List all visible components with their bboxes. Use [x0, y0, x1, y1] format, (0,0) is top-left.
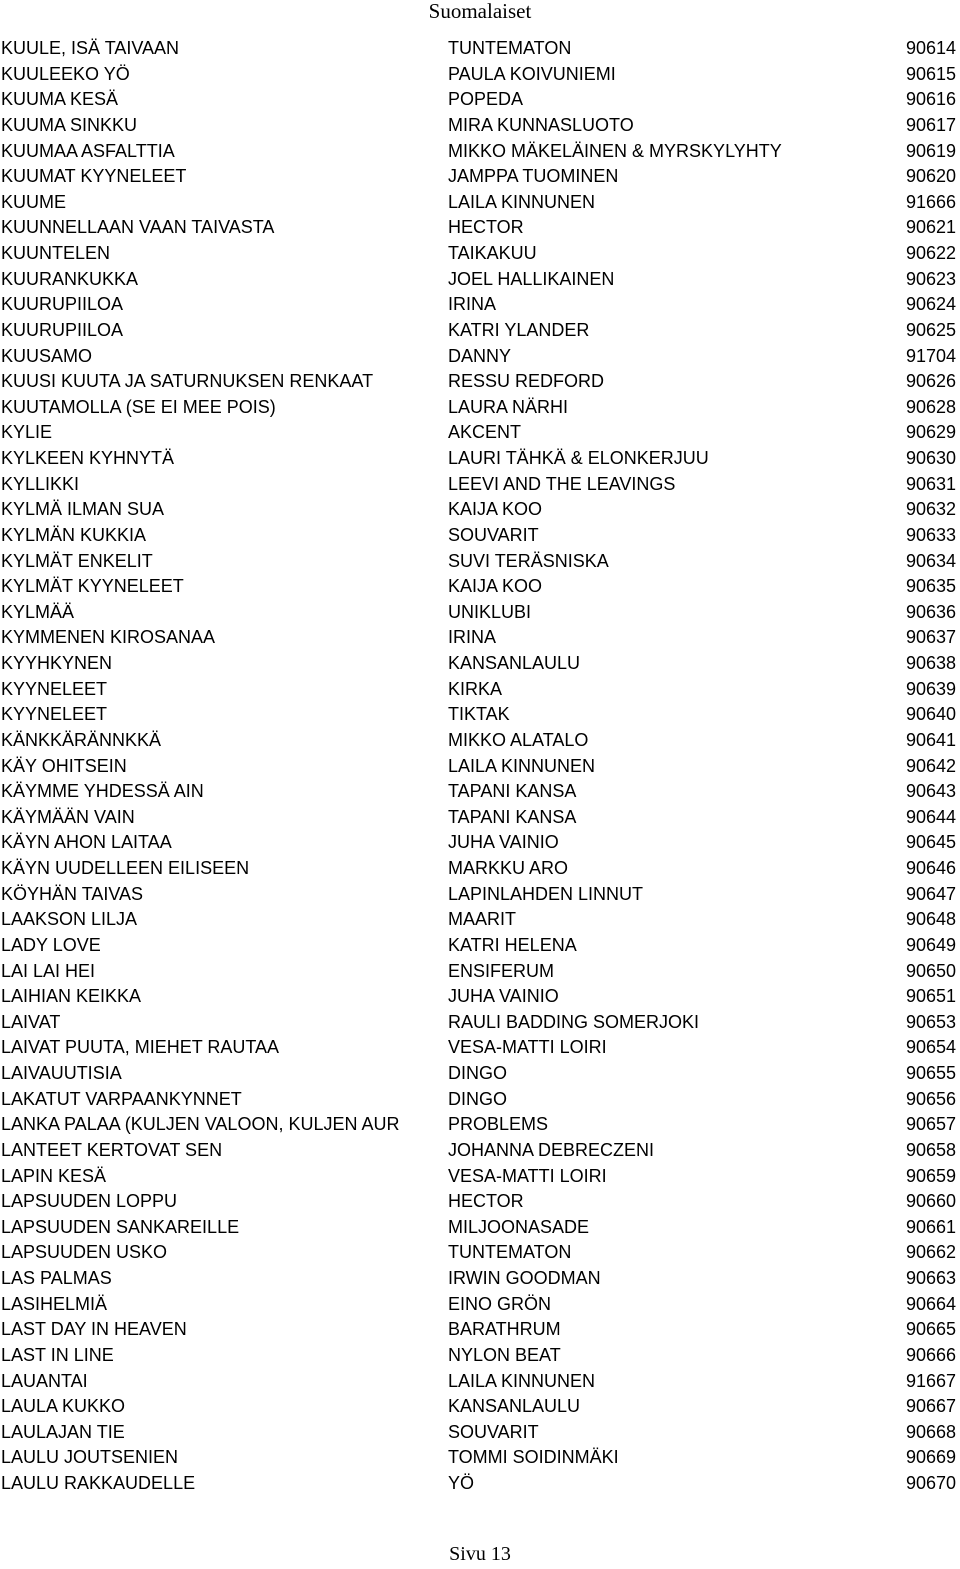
song-code: 91667	[905, 1370, 956, 1391]
song-title: LAIVAT	[1, 1011, 61, 1032]
table-row	[0, 241, 960, 267]
song-artist: LAURI TÄHKÄ & ELONKERJUU	[448, 446, 709, 472]
song-code: 90638	[905, 653, 956, 673]
table-row	[0, 1164, 960, 1190]
song-code: 90658	[905, 1139, 956, 1160]
song-artist: DANNY	[448, 344, 511, 370]
song-code: 90665	[905, 1319, 956, 1340]
song-code: 90666	[905, 1344, 956, 1365]
song-title: KÖYHÄN TAIVAS	[1, 883, 144, 904]
song-code: 90614	[905, 38, 956, 58]
song-artist: LAURA NÄRHI	[448, 395, 568, 421]
song-title: KYYNELEET	[1, 678, 108, 699]
table-row	[0, 856, 960, 882]
song-code: 90619	[905, 140, 956, 161]
song-artist: KANSANLAULU	[448, 1394, 580, 1420]
song-title: KUUSI KUUTA JA SATURNUKSEN RENKAAT	[1, 371, 374, 392]
table-row	[0, 190, 960, 216]
song-artist: TAPANI KANSA	[448, 805, 576, 831]
song-artist: KATRI HELENA	[448, 933, 577, 959]
song-artist: NYLON BEAT	[448, 1343, 561, 1369]
table-row	[0, 1343, 960, 1369]
table-row	[0, 1189, 960, 1215]
table-row	[0, 446, 960, 472]
song-code: 90663	[905, 1268, 956, 1288]
song-code: 91666	[905, 191, 956, 212]
song-title: KUURUPIILOA	[1, 319, 124, 340]
song-code: 90659	[905, 1165, 956, 1186]
table-row	[0, 1215, 960, 1241]
song-code: 90639	[905, 678, 956, 699]
table-row	[0, 1420, 960, 1446]
table-row	[0, 87, 960, 113]
song-artist: MARKKU ARO	[448, 856, 568, 882]
song-title: KUUMA SINKKU	[1, 114, 138, 135]
song-artist: EINO GRÖN	[448, 1292, 551, 1318]
table-row	[0, 702, 960, 728]
song-code: 90660	[905, 1191, 956, 1212]
song-artist: MIKKO ALATALO	[448, 728, 588, 754]
song-artist: LAILA KINNUNEN	[448, 1369, 595, 1395]
song-artist: LEEVI AND THE LEAVINGS	[448, 472, 675, 498]
song-title: KYMMENEN KIROSANAA	[1, 627, 216, 648]
song-artist: UNIKLUBI	[448, 600, 531, 626]
song-code: 90628	[905, 396, 956, 417]
table-row	[0, 677, 960, 703]
song-code: 90645	[905, 832, 956, 853]
song-artist: KAIJA KOO	[448, 497, 542, 523]
song-title: LASIHELMIÄ	[1, 1293, 108, 1314]
table-row	[0, 1112, 960, 1138]
song-artist: JOHANNA DEBRECZENI	[448, 1138, 654, 1164]
table-row	[0, 882, 960, 908]
song-code: 90661	[905, 1216, 956, 1237]
song-artist: AKCENT	[448, 420, 521, 446]
song-code: 90621	[905, 217, 956, 238]
song-artist: MILJOONASADE	[448, 1215, 589, 1241]
table-row	[0, 830, 960, 856]
song-artist: LAPINLAHDEN LINNUT	[448, 882, 643, 908]
song-title: KYLMÄN KUKKIA	[1, 524, 147, 545]
song-title: KÄYMÄÄN VAIN	[1, 806, 135, 827]
song-title: KYYHKYNEN	[1, 653, 113, 673]
song-artist: RESSU REDFORD	[448, 369, 604, 395]
song-title: LAULAJAN TIE	[1, 1421, 125, 1442]
song-title: KÄNKKÄRÄNNKKÄ	[1, 729, 162, 750]
song-title: KYLMÄT KYYNELEET	[1, 576, 184, 597]
table-row	[0, 1394, 960, 1420]
song-title: KUUMAT KYYNELEET	[1, 166, 187, 187]
song-code: 90643	[905, 781, 956, 802]
song-code: 90644	[905, 806, 956, 827]
table-row	[0, 113, 960, 139]
song-artist: KAIJA KOO	[448, 574, 542, 600]
table-row	[0, 1010, 960, 1036]
song-code: 90634	[905, 550, 956, 571]
song-title: KYLIE	[1, 422, 53, 443]
song-code: 90631	[905, 473, 956, 494]
table-row	[0, 215, 960, 241]
table-row	[0, 344, 960, 370]
song-artist: VESA-MATTI LOIRI	[448, 1164, 607, 1190]
table-row	[0, 523, 960, 549]
song-title: LADY LOVE	[1, 934, 101, 955]
song-code: 90625	[905, 319, 956, 340]
song-title: KÄYMME YHDESSÄ AIN	[1, 781, 204, 802]
song-artist: MAARIT	[448, 907, 516, 933]
song-code: 90629	[905, 422, 956, 443]
table-row	[0, 1445, 960, 1471]
song-code: 90657	[905, 1114, 956, 1135]
song-title: LAPSUUDEN SANKAREILLE	[1, 1216, 240, 1237]
song-artist: TAIKAKUU	[448, 241, 537, 267]
song-artist: HECTOR	[448, 215, 524, 241]
table-row	[0, 139, 960, 165]
song-code: 90622	[905, 243, 956, 263]
song-code: 90662	[905, 1242, 956, 1263]
song-code: 90647	[905, 883, 956, 904]
song-artist: TUNTEMATON	[448, 1240, 571, 1266]
page-header: Suomalaiset	[428, 0, 532, 23]
song-title: LAUANTAI	[1, 1370, 88, 1391]
song-code: 90667	[905, 1396, 956, 1417]
song-artist: MIKKO MÄKELÄINEN & MYRSKYLYHTY	[448, 139, 782, 165]
song-artist: TUNTEMATON	[448, 36, 571, 62]
song-code: 90617	[905, 114, 956, 135]
table-row	[0, 1266, 960, 1292]
song-code: 90642	[905, 755, 956, 776]
song-title: LAULU JOUTSENIEN	[1, 1447, 179, 1468]
table-row	[0, 651, 960, 677]
table-row	[0, 600, 960, 626]
song-code: 90624	[905, 294, 956, 315]
song-code: 90655	[905, 1063, 956, 1083]
song-title: KÄY OHITSEIN	[1, 755, 127, 776]
song-title: LAI LAI HEI	[1, 960, 96, 981]
song-title: KUUTAMOLLA (SE EI MEE POIS)	[1, 396, 276, 417]
song-title: KYLLIKKI	[1, 473, 80, 494]
song-artist: LAILA KINNUNEN	[448, 190, 595, 216]
song-artist: POPEDA	[448, 87, 523, 113]
song-title: LAULA KUKKO	[1, 1396, 126, 1417]
song-title: KÄYN UUDELLEEN EILISEEN	[1, 858, 250, 878]
song-code: 91704	[905, 345, 956, 366]
song-code: 90640	[905, 704, 956, 725]
song-artist: SUVI TERÄSNISKA	[448, 549, 609, 575]
table-row	[0, 395, 960, 421]
song-artist: SOUVARIT	[448, 523, 539, 549]
song-title: KUUNNELLAAN VAAN TAIVASTA	[1, 217, 275, 238]
song-title: KUUNTELEN	[1, 243, 111, 263]
table-row	[0, 164, 960, 190]
table-row	[0, 907, 960, 933]
song-title: KYLMÄÄ	[1, 601, 75, 622]
page-number: Sivu 13	[449, 1543, 511, 1565]
song-artist: IRINA	[448, 292, 496, 318]
table-row	[0, 1138, 960, 1164]
song-title: KÄYN AHON LAITAA	[1, 832, 172, 853]
song-artist: RAULI BADDING SOMERJOKI	[448, 1010, 699, 1036]
song-title: LAPSUUDEN LOPPU	[1, 1191, 178, 1212]
table-row	[0, 1240, 960, 1266]
song-artist: JUHA VAINIO	[448, 830, 559, 856]
table-row	[0, 805, 960, 831]
song-artist: DINGO	[448, 1061, 507, 1087]
song-artist: IRWIN GOODMAN	[448, 1266, 601, 1292]
song-list	[0, 36, 960, 1497]
song-artist: HECTOR	[448, 1189, 524, 1215]
table-row	[0, 1471, 960, 1497]
song-title: KUULE, ISÄ TAIVAAN	[1, 38, 180, 58]
song-title: KUURUPIILOA	[1, 294, 124, 315]
song-title: KUUMAA ASFALTTIA	[1, 140, 175, 161]
song-code: 90623	[905, 268, 956, 289]
song-title: LAKATUT VARPAANKYNNET	[1, 1088, 242, 1109]
song-title: LAST DAY IN HEAVEN	[1, 1319, 187, 1340]
table-row	[0, 933, 960, 959]
table-row	[0, 497, 960, 523]
song-title: KYLKEEN KYHNYTÄ	[1, 448, 175, 468]
song-code: 90633	[905, 524, 956, 545]
song-code: 90636	[905, 601, 956, 622]
song-code: 90616	[905, 89, 956, 110]
table-row	[0, 1087, 960, 1113]
song-artist: SOUVARIT	[448, 1420, 539, 1446]
song-artist: JOEL HALLIKAINEN	[448, 267, 614, 293]
table-row	[0, 472, 960, 498]
table-row	[0, 1035, 960, 1061]
song-code: 90620	[905, 166, 956, 187]
table-row	[0, 574, 960, 600]
table-row	[0, 36, 960, 62]
song-code: 90654	[905, 1037, 956, 1058]
song-artist: JUHA VAINIO	[448, 984, 559, 1010]
table-row	[0, 62, 960, 88]
song-title: LAPSUUDEN USKO	[1, 1242, 168, 1263]
song-artist: JAMPPA TUOMINEN	[448, 164, 618, 190]
table-row	[0, 1317, 960, 1343]
song-artist: TIKTAK	[448, 702, 510, 728]
song-title: KUUMA KESÄ	[1, 89, 119, 110]
song-code: 90656	[905, 1088, 956, 1109]
song-code: 90626	[905, 371, 956, 392]
song-artist: KATRI YLANDER	[448, 318, 589, 344]
song-title: LANKA PALAA (KULJEN VALOON, KULJEN AUR	[1, 1114, 400, 1135]
song-title: KUUSAMO	[1, 345, 93, 366]
table-row	[0, 754, 960, 780]
song-code: 90668	[905, 1421, 956, 1442]
song-artist: KIRKA	[448, 677, 502, 703]
song-artist: YÖ	[448, 1471, 474, 1497]
song-code: 90630	[905, 448, 956, 468]
table-row	[0, 1292, 960, 1318]
song-artist: MIRA KUNNASLUOTO	[448, 113, 634, 139]
song-title: KUURANKUKKA	[1, 268, 139, 289]
song-code: 90635	[905, 576, 956, 597]
table-row	[0, 267, 960, 293]
song-artist: KANSANLAULU	[448, 651, 580, 677]
song-artist: PAULA KOIVUNIEMI	[448, 62, 616, 88]
song-title: LAST IN LINE	[1, 1344, 114, 1365]
table-row	[0, 420, 960, 446]
song-title: KUULEEKO YÖ	[1, 63, 130, 84]
song-artist: IRINA	[448, 625, 496, 651]
table-row	[0, 369, 960, 395]
song-artist: ENSIFERUM	[448, 959, 554, 985]
song-artist: LAILA KINNUNEN	[448, 754, 595, 780]
song-title: KYLMÄT ENKELIT	[1, 550, 153, 571]
song-code: 90632	[905, 499, 956, 520]
song-code: 90649	[905, 934, 956, 955]
table-row	[0, 318, 960, 344]
song-title: LAIVAUUTISIA	[1, 1063, 122, 1083]
song-code: 90653	[905, 1011, 956, 1032]
table-row	[0, 549, 960, 575]
song-code: 90648	[905, 909, 956, 930]
song-title: LAULU RAKKAUDELLE	[1, 1473, 196, 1493]
song-artist: TOMMI SOIDINMÄKI	[448, 1445, 619, 1471]
song-title: KYLMÄ ILMAN SUA	[1, 499, 165, 520]
song-artist: TAPANI KANSA	[448, 779, 576, 805]
song-code: 90637	[905, 627, 956, 648]
song-code: 90664	[905, 1293, 956, 1314]
song-title: KYYNELEET	[1, 704, 108, 725]
table-row	[0, 1061, 960, 1087]
song-code: 90646	[905, 858, 956, 878]
table-row	[0, 779, 960, 805]
song-title: LAIHIAN KEIKKA	[1, 986, 142, 1007]
song-code: 90670	[905, 1473, 956, 1493]
song-code: 90650	[905, 960, 956, 981]
table-row	[0, 292, 960, 318]
table-row	[0, 1369, 960, 1395]
table-row	[0, 728, 960, 754]
song-title: LAAKSON LILJA	[1, 909, 138, 930]
song-code: 90641	[905, 729, 956, 750]
song-title: LAIVAT PUUTA, MIEHET RAUTAA	[1, 1037, 280, 1058]
song-artist: VESA-MATTI LOIRI	[448, 1035, 607, 1061]
song-title: LAPIN KESÄ	[1, 1165, 107, 1186]
song-artist: DINGO	[448, 1087, 507, 1113]
song-title: LANTEET KERTOVAT SEN	[1, 1139, 223, 1160]
song-code: 90669	[905, 1447, 956, 1468]
song-code: 90615	[905, 63, 956, 84]
song-title: KUUME	[1, 191, 67, 212]
table-row	[0, 625, 960, 651]
table-row	[0, 984, 960, 1010]
song-code: 90651	[905, 986, 956, 1007]
song-artist: PROBLEMS	[448, 1112, 548, 1138]
song-artist: BARATHRUM	[448, 1317, 561, 1343]
song-title: LAS PALMAS	[1, 1268, 112, 1288]
table-row	[0, 959, 960, 985]
